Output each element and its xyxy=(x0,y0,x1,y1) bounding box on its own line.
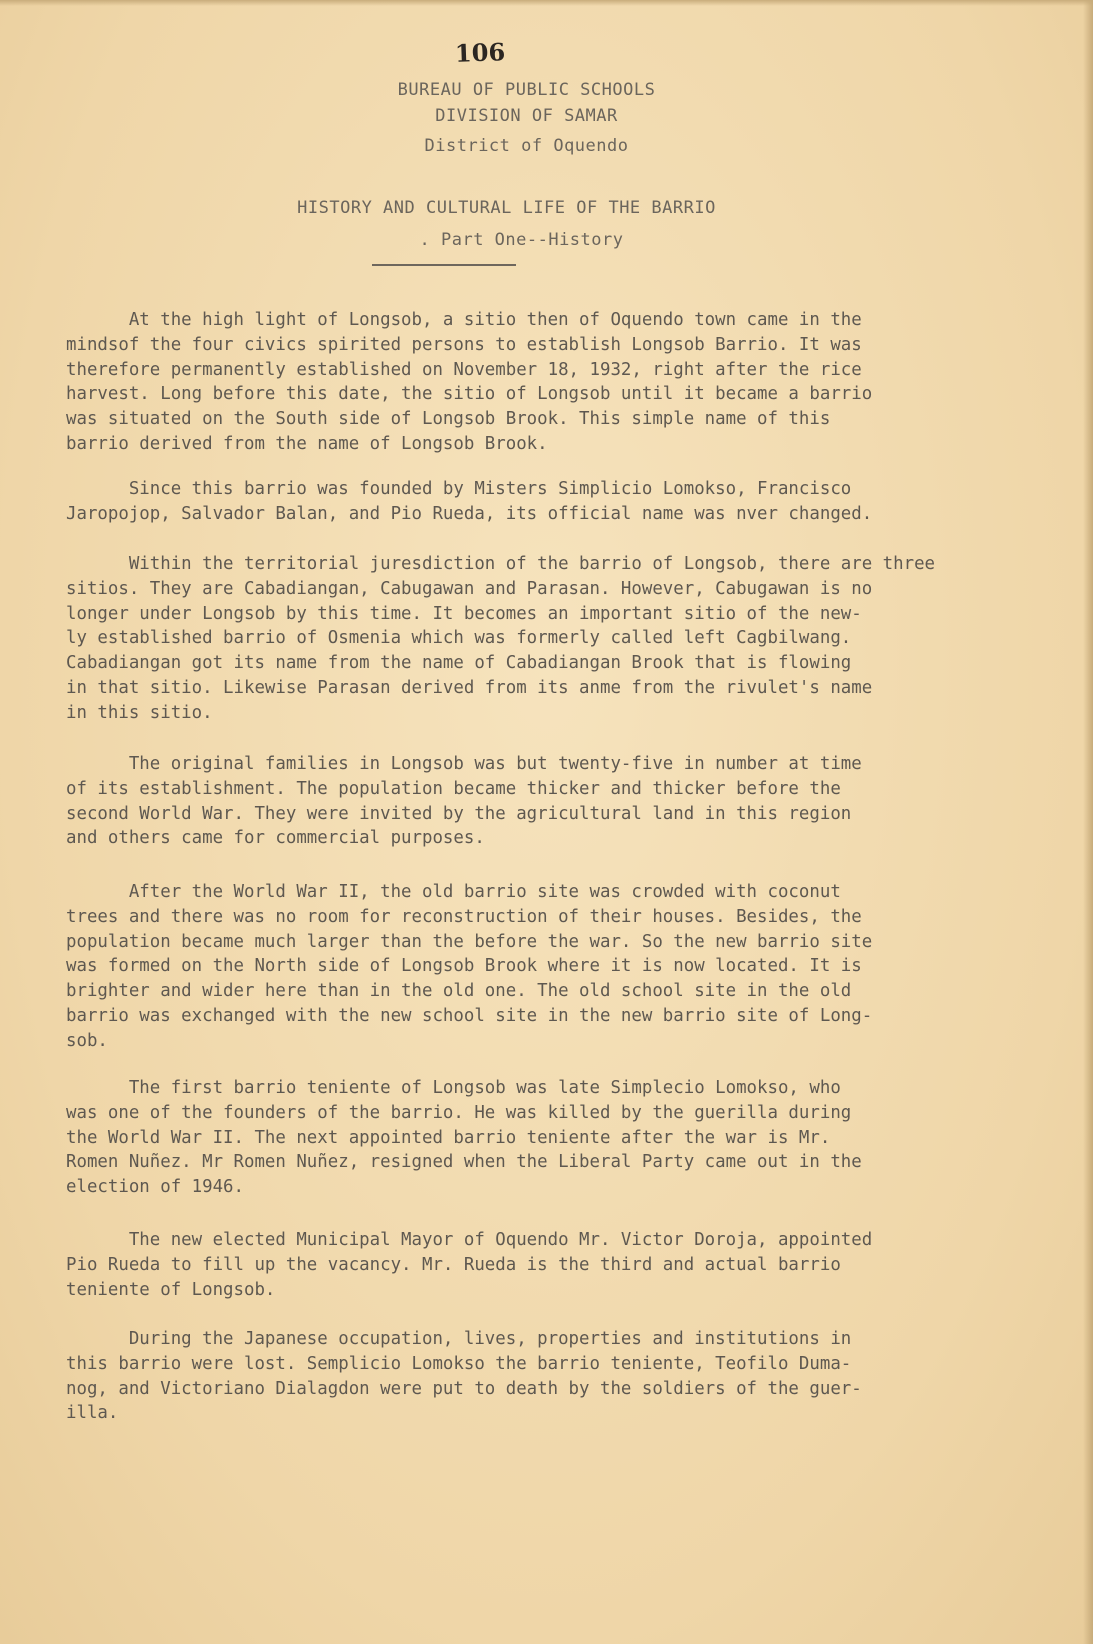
document-title: HISTORY AND CULTURAL LIFE OF THE BARRIO xyxy=(297,198,716,218)
document-subtitle: . Part One--History xyxy=(419,230,624,250)
paper-top-edge xyxy=(0,0,1093,6)
paragraph-new-site: After the World War II, the old barrio site was crowded with coconut trees and there was no room for reconstruction of their houses. Besides, the population became much larger than the before the war. So the new barrio site was formed on the North side of Longsob Brook where it is now located. It is brighter and wider here than in the old one. The old school site in the old barrio was exchanged with the new school site in the new barrio site of Long- sob. xyxy=(66,882,873,1051)
paragraph-families: The original families in Longsob was but twenty-five in number at time of its establishment. The population became thicker and thicker before the second World War. They were invited by the agricultural land in this region and others came for commercial purposes. xyxy=(66,754,862,849)
division-heading: DIVISION OF SAMAR xyxy=(435,106,618,126)
paragraph-founders: Since this barrio was founded by Misters Simplicio Lomokso, Francisco Jaropojop, Salvador Balan, and Pio Rueda, its official name was nver changed. xyxy=(66,479,873,524)
paragraph-mayor: The new elected Municipal Mayor of Oquendo Mr. Victor Doroja, appointed Pio Rueda to fill up the vacancy. Mr. Rueda is the third and actual barrio teniente of Longsob. xyxy=(66,1230,873,1300)
paragraph-occupation: During the Japanese occupation, lives, properties and institutions in this barrio were lost. Semplicio Lomokso the barrio teniente, Teofilo Duma- nog, and Victoriano Dialagdon were put to death by the soldiers of the guer- illa. xyxy=(66,1329,862,1424)
title-underline xyxy=(372,264,516,266)
district-heading: District of Oquendo xyxy=(424,136,629,156)
page-number: 106 xyxy=(454,37,506,68)
paragraph-sitios: Within the territorial juresdiction of the barrio of Longsob, there are three sitios. They are Cabadiangan, Cabugawan and Parasan. However, Cabugawan is no longer under Longsob by this time. It becomes an important sitio of the new- ly established barrio of Osmenia which was formerly called left Cagbilwang. Cabadiangan got its name from the name of Cabadiangan Brook that is flowing in that sitio. Likewise Parasan derived from its anme from the rivulet's name in this sitio. xyxy=(66,554,936,723)
paragraph-founding: At the high light of Longsob, a sitio then of Oquendo town came in the mindsof the four civics spirited persons to establish Longsob Barrio. It was therefore permanently established on November 18, 1932, right after the rice harvest. Long before this date, the sitio of Longsob until it became a barrio was situated on the South side of Longsob Brook. This simple name of this barrio derived from the name of Longsob Brook. xyxy=(66,310,873,454)
bureau-heading: BUREAU OF PUBLIC SCHOOLS xyxy=(397,80,656,100)
paragraph-tenientes: The first barrio teniente of Longsob was late Simplecio Lomokso, who was one of the founders of the barrio. He was killed by the guerilla during the World War II. The next appointed barrio teniente after the war is Mr. Romen Nuñez. Mr Romen Nuñez, resigned when the Liberal Party came out in the election of 1946. xyxy=(66,1078,862,1198)
paper-right-edge xyxy=(1083,0,1093,1644)
